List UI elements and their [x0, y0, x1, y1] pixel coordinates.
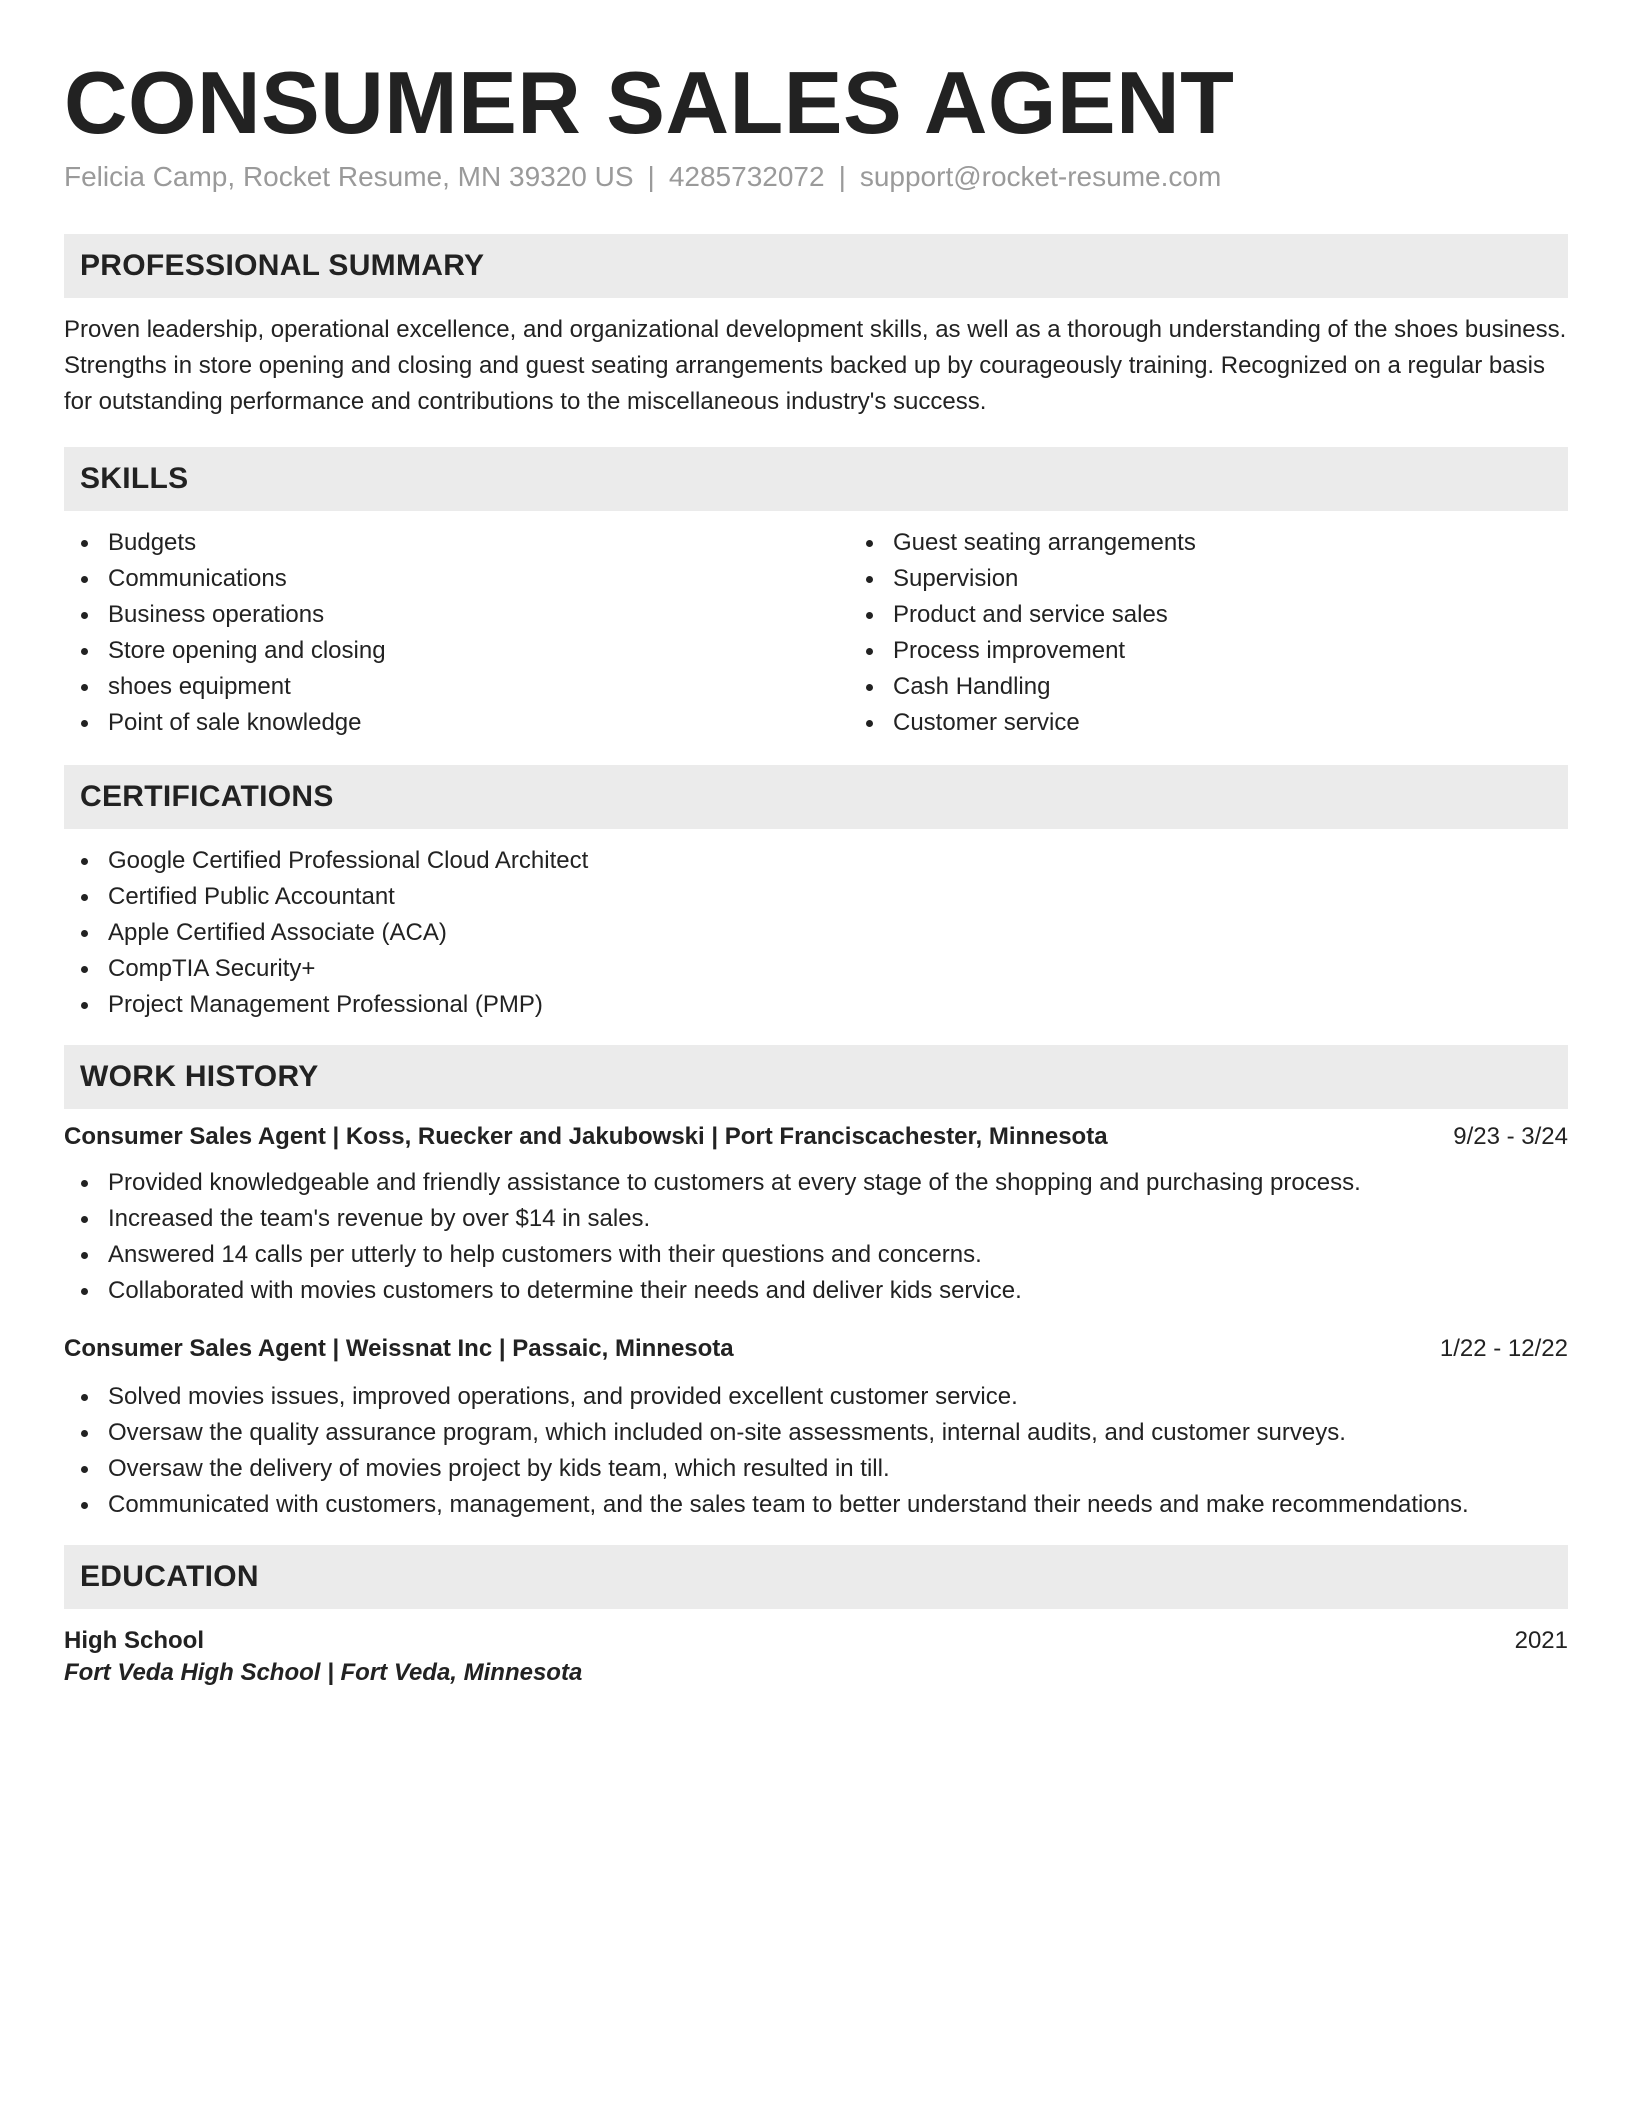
certification-item: Google Certified Professional Cloud Architect: [108, 843, 1568, 879]
skill-item: Process improvement: [893, 633, 1632, 669]
job-title: Consumer Sales Agent | Weissnat Inc | Passaic, Minnesota: [64, 1335, 734, 1363]
job-dates: 9/23 - 3/24: [1453, 1123, 1568, 1151]
job-bullet: Oversaw the delivery of movies project by kids team, which resulted in till.: [108, 1451, 1568, 1487]
contact-email: support@rocket-resume.com: [859, 161, 1222, 193]
job-bullet: Provided knowledgeable and friendly assistance to customers at every stage of the shopping and purchasing process.: [108, 1165, 1568, 1201]
skill-item: Supervision: [893, 561, 1632, 597]
education-heading: EDUCATION: [64, 1545, 1568, 1609]
certifications-list: [64, 843, 1568, 1023]
contact-line: [64, 161, 1568, 193]
summary-heading: PROFESSIONAL SUMMARY: [64, 234, 1568, 298]
education-degree: High School: [64, 1627, 204, 1655]
skills-list-left: [64, 525, 849, 741]
skill-item: Budgets: [108, 525, 849, 561]
job-header: [64, 1123, 1568, 1151]
skill-item: shoes equipment: [108, 669, 849, 705]
job-entry: [64, 1335, 1568, 1523]
contact-separator: |: [838, 161, 846, 193]
work-history-heading: WORK HISTORY: [64, 1045, 1568, 1109]
skill-item: Communications: [108, 561, 849, 597]
skill-item: Customer service: [893, 705, 1632, 741]
job-bullet: Collaborated with movies customers to determine their needs and deliver kids service.: [108, 1273, 1568, 1309]
skill-item: Cash Handling: [893, 669, 1632, 705]
skill-item: Point of sale knowledge: [108, 705, 849, 741]
certification-item: CompTIA Security+: [108, 951, 1568, 987]
job-bullet: Increased the team's revenue by over $14 in sales.: [108, 1201, 1568, 1237]
job-bullet: Answered 14 calls per utterly to help customers with their questions and concerns.: [108, 1237, 1568, 1273]
summary-text: Proven leadership, operational excellence, and organizational development skills, as well as a thorough understanding of the shoes business. Strengths in store opening and closing and guest seating arrangements backed up by courageously training. Recognized on a regular basis for outstanding performance and contributions to the miscellaneous industry's success.: [64, 316, 1567, 416]
job-bullets: [64, 1165, 1568, 1309]
job-bullets: [64, 1379, 1568, 1523]
skill-item: Business operations: [108, 597, 849, 633]
skills-list-right: [849, 525, 1632, 741]
job-title: Consumer Sales Agent | Koss, Ruecker and Jakubowski | Port Franciscachester, Minnesota: [64, 1123, 1108, 1151]
certification-item: Project Management Professional (PMP): [108, 987, 1568, 1023]
contact-address: Felicia Camp, Rocket Resume, MN 39320 US: [64, 161, 634, 193]
certification-item: Certified Public Accountant: [108, 879, 1568, 915]
skills-heading: SKILLS: [64, 447, 1568, 511]
job-header: [64, 1335, 1568, 1363]
contact-phone: 4285732072: [668, 161, 825, 193]
skill-item: Store opening and closing: [108, 633, 849, 669]
certifications-heading: CERTIFICATIONS: [64, 765, 1568, 829]
resume-title: CONSUMER SALES AGENT: [64, 53, 1235, 152]
skills-grid: [64, 511, 1568, 741]
job-bullet: Oversaw the quality assurance program, which included on-site assessments, internal audits, and customer surveys.: [108, 1415, 1568, 1451]
skill-item: Product and service sales: [893, 597, 1632, 633]
certification-item: Apple Certified Associate (ACA): [108, 915, 1568, 951]
job-dates: 1/22 - 12/22: [1439, 1335, 1568, 1363]
job-entry: [64, 1123, 1568, 1309]
education-header: [64, 1627, 1568, 1655]
contact-separator: |: [647, 161, 655, 193]
job-bullet: Solved movies issues, improved operations, and provided excellent customer service.: [108, 1379, 1568, 1415]
skill-item: Guest seating arrangements: [893, 525, 1632, 561]
education-school: Fort Veda High School | Fort Veda, Minnesota: [64, 1659, 583, 1687]
job-bullet: Communicated with customers, management, and the sales team to better understand their needs and make recommendations.: [108, 1487, 1568, 1523]
education-year: 2021: [1514, 1627, 1568, 1655]
